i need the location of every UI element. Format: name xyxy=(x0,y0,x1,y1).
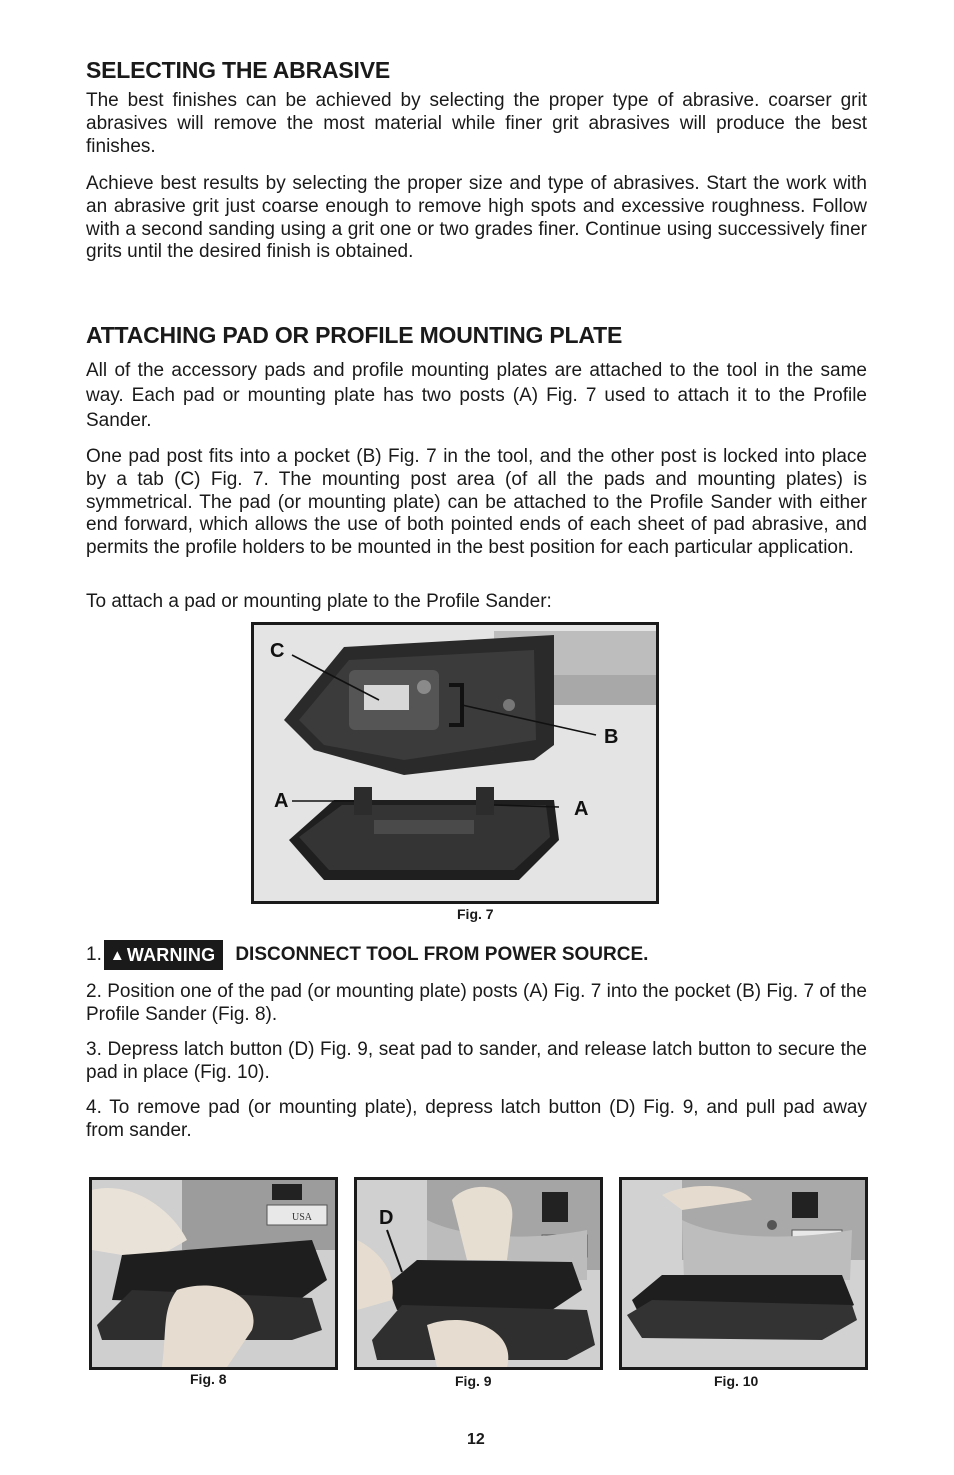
warning-label: WARNING xyxy=(126,944,216,965)
label-c: C xyxy=(270,640,285,662)
step-4: 4. To remove pad (or mounting plate), depress latch button (D) Fig. 9, and pull pad away from sander. xyxy=(86,1097,867,1141)
figure-7-caption: Fig. 7 xyxy=(457,906,494,922)
step-1 xyxy=(86,940,648,970)
figure-10-photo xyxy=(619,1177,868,1370)
heading-selecting-abrasive: SELECTING THE ABRASIVE xyxy=(86,57,390,83)
heading-attaching-pad: ATTACHING PAD OR PROFILE MOUNTING PLATE xyxy=(86,322,623,348)
figure-9-photo xyxy=(354,1177,603,1370)
warning-badge xyxy=(104,940,223,970)
paragraph-abrasive-2: Achieve best results by selecting the proper size and type of abrasives. Start the work with an abrasive grit just coarse enough to remove high spots and excessive roughness. Follow with a second sanding using a grit one or two grades finer. Continue using successively finer grits until the desired finish is obtained. xyxy=(86,173,867,263)
paragraph-attaching-1: All of the accessory pads and profile mounting plates are attached to the tool in the same way. Each pad or mounting plate has two posts (A) Fig. 7 used to attach it to the Profile Sander. xyxy=(86,360,867,431)
step-3: 3. Depress latch button (D) Fig. 9, seat pad to sander, and release latch button to secure the pad in place (Fig. 10). xyxy=(86,1039,867,1083)
label-a-left: A xyxy=(274,790,289,812)
step-1-text: DISCONNECT TOOL FROM POWER SOURCE. xyxy=(235,944,649,965)
step-2: 2. Position one of the pad (or mounting plate) posts (A) Fig. 7 into the pocket (B) Fig. 7 of the Profile Sander (Fig. 8). xyxy=(86,981,867,1025)
figure-10-caption: Fig. 10 xyxy=(714,1373,759,1389)
step-1-number: 1. xyxy=(86,944,102,965)
label-a-right: A xyxy=(574,798,589,820)
label-d: D xyxy=(379,1207,394,1229)
figure-8-photo xyxy=(89,1177,338,1370)
figure-9-caption: Fig. 9 xyxy=(455,1373,492,1389)
paragraph-attaching-2: One pad post fits into a pocket (B) Fig. 7 in the tool, and the other post is locked into place by a tab (C) Fig. 7. The mounting post area (of all the pads and mounting plates) is symmetrical. The pad (or mounting plate) can be attached to the Profile Sander with either end forward, which allows the use of both pointed ends of each sheet of pad abrasive, and permits the profile holders to be mounted in the best position for each particular application. xyxy=(86,446,867,559)
page-number: 12 xyxy=(467,1431,485,1448)
fig8-plate-text: USA xyxy=(292,1212,313,1223)
paragraph-abrasive-1: The best finishes can be achieved by selecting the proper type of abrasive. coarser grit abrasives will remove the most material while finer grit abrasives will produce the best finishes. xyxy=(86,90,867,157)
label-b: B xyxy=(604,726,619,748)
warning-triangle-icon: ▲ xyxy=(109,946,125,964)
figure-8-caption: Fig. 8 xyxy=(190,1371,227,1387)
paragraph-attaching-3: To attach a pad or mounting plate to the Profile Sander: xyxy=(86,591,552,612)
figure-7-photo xyxy=(251,622,659,904)
